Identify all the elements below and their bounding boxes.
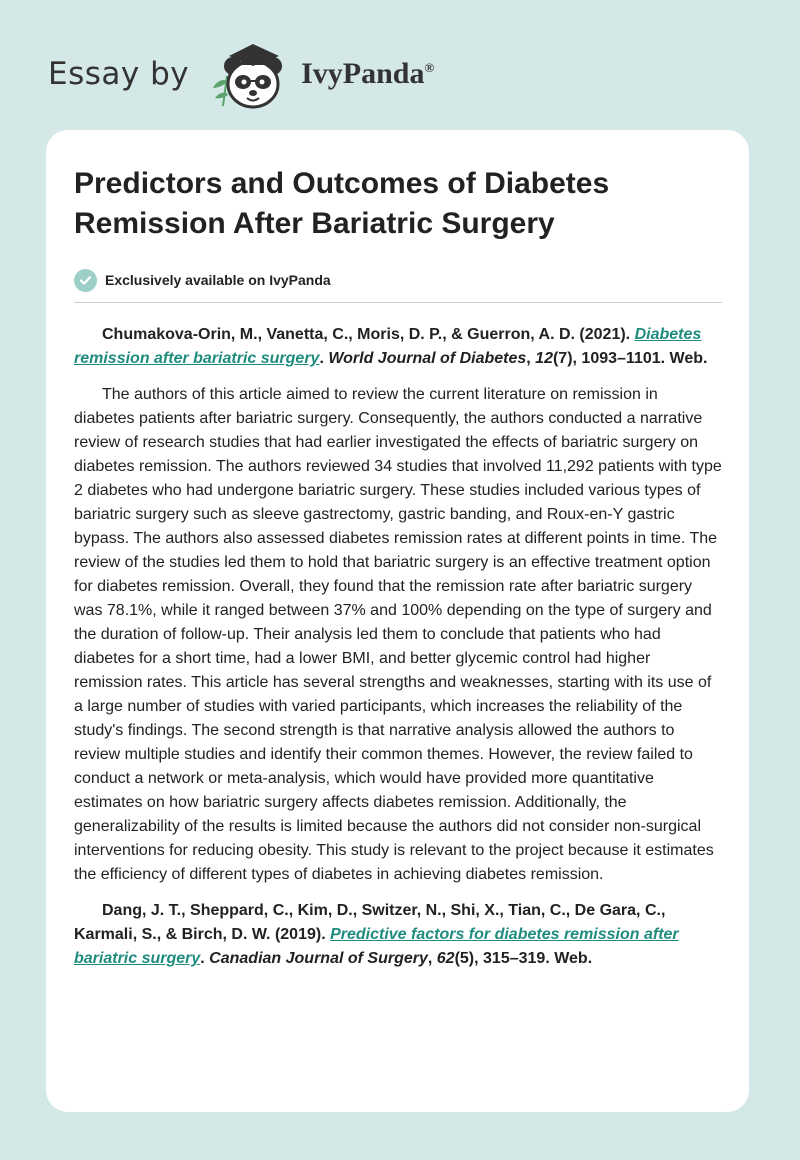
reference-1-link[interactable]: Diabetes remission after bariatric surgery <box>74 326 702 367</box>
reference-2-link[interactable]: Predictive factors for diabetes remission after bariatric surgery <box>74 926 679 967</box>
body-paragraph: The authors of this article aimed to review the current literature on remission in diabetes patients after bariatric surgery. Consequently, the authors conducted a narrative review of research studies that had earlier investigated the effects of bariatric surgery on diabetes remission. The authors reviewed 34 studies that involved 11,292 patients with type 2 diabetes who had undergone bariatric surgery. These studies included various types of bariatric surgery such as sleeve gastrectomy, gastric banding, and Roux-en-Y gastric bypass. The authors also assessed diabetes remission rates at different points in time. The review of the studies led them to hold that bariatric surgery is an effective treatment option for diabetes remission. Overall, they found that the remission rate after bariatric surgery was 78.1%, while it ranged between 37% and 100% depending on the type of surgery and the duration of follow-up. Their analysis led them to conclude that patients who had diabetes for a short time, had a lower BMI, and better glycemic control had higher remission rates. This article has several strengths and weaknesses, starting with its use of a large number of studies with varied participants, which increases the reliability of the study's findings. The second strength is that narrative analysis allowed the authors to review multiple studies and identify their common themes. However, the review failed to conduct a network or meta-analysis, which would have provided more quantitative estimates on how bariatric surgery affects diabetes remission. Additionally, the generalizability of the results is limited because the authors did not consider non-surgical interventions for reducing obesity. This study is relevant to the project because it estimates the efficiency of different types of diabetes in achieving diabetes remission. <box>74 386 722 883</box>
divider <box>74 302 722 303</box>
panda-logo-icon <box>203 36 295 112</box>
exclusive-badge <box>74 268 722 292</box>
exclusive-badge-text: Exclusively available on IvyPanda <box>105 272 331 288</box>
site-header <box>48 34 434 114</box>
brand-name[interactable]: IvyPanda® <box>301 57 435 90</box>
check-icon <box>74 269 97 292</box>
reference-1: Chumakova-Orin, M., Vanetta, C., Moris, D. P., & Guerron, A. D. (2021). Diabetes remission after bariatric surgery. World Journal of Diabetes, 12(7), 1093–1101. Web. <box>74 326 708 367</box>
reference-2: Dang, J. T., Sheppard, C., Kim, D., Switzer, N., Shi, X., Tian, C., De Gara, C., Karmali, S., & Birch, D. W. (2019). Predictive factors for diabetes remission after bariatric surgery. Canadian Journal of Surgery, 62(5), 315–319. Web. <box>74 902 679 967</box>
registered-mark: ® <box>424 60 435 75</box>
essay-by-label: Essay by <box>48 56 190 92</box>
page-title: Predictors and Outcomes of Diabetes Remission After Bariatric Surgery <box>74 167 610 240</box>
essay-card <box>46 130 749 1112</box>
